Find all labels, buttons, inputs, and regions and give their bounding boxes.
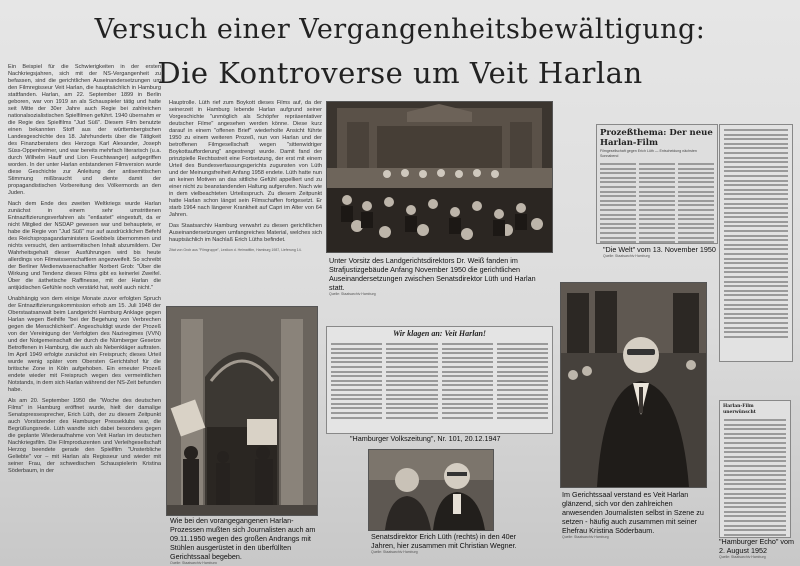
journalists-caption-source: Quelle: Staatsarchiv Hamburg [170, 561, 217, 564]
die-welt-subhead: Filmgesellschaft gegen Erich Lüth — Entscheidung nächsten Sonnabend [600, 149, 697, 158]
journalists-scene-image [167, 307, 317, 515]
luth-caption-source: Quelle: Staatsarchiv Hamburg [371, 550, 418, 554]
die-welt-caption [603, 245, 723, 265]
hamburger-echo-caption-text: "Hamburger Echo" vom 2. August 1952 [719, 537, 795, 555]
luth-wegner-scene-image [369, 450, 493, 530]
middle-paragraph-1: Hauptrolle. Lüth rief zum Boykott dieses Films auf, da der seinerzeit in Hamburg lebende Harlan aufgrund seiner Vorgeschichte "unmöglich als Schöpfer repräsentativer deutscher Filme" angesehen werden könne. Diese kurz darauf in einem "offenen Brief" wiederholte Ansicht führte 1950 zu einem weiteren Prozeß, nun von Harlan und der betroffenen Filmgesellschaft wegen "sittenwidriger Boykottaufforderung" angestrengt wurde. Damit fand der prinzipielle Rechtsstreit eine Fortsetzung, der erst mit einem Urteil des Bundesverfassungsgerichts zugunsten von Lüth und der Meinungsfreiheit Anfang 1958 endete. Lüth hatte nun an keinen Motiven an das sittliche Gefühl appelliert und zu einer nicht zu beanstandenden Haltung aufgerufen. Nach wie in dem vielbeachteten Urteilsspruch. Zu diesem Zeitpunkt hatte Harlan schon längst sein Filmschaffen fortgesetzt. Er starb 1964 nach längerer Krankheit auf Capri im Alter von 64 Jahren. [169, 100, 322, 218]
volkszeitung-caption: "Hamburger Volkszeitung", Nr. 101, 20.12.1947 [350, 434, 501, 443]
volkszeitung-headline: Wir klagen an: Veit Harlan! [392, 329, 487, 338]
title-line-1: Versuch einer Vergangenheitsbewältigung: [94, 14, 706, 45]
journalists-caption-text: Wie bei den vorangegangenen Harlan-Prozessen mußten sich Journalisten auch am 09.11.1950 wegen des großen Andrangs mit Stühlen ausgerüstet in den überfüllten Gerichtssaal begeben. [170, 516, 316, 561]
middle-text-column [169, 100, 322, 296]
paragraph-postwar: Nach dem Ende des zweiten Weltkriegs wurde Harlan zunächst in einem sehr umstrittenen Entnazifizierungsverfahren als "entlastet" eingestuft, da er nicht Mitglied der NSDAP gewesen war und behauptete, er habe die Regie von "Jud Süß" nur auf ausdrücklichen Befehl des Reichspropagandaministers Goebbels übernommen und nichts versucht, den antisemitischen Inhalt abzumildern. Der Wahrheitsgehalt dieser Ausführungen wird bis heute allerdings von Filmwissenschaftlern angezweifelt. So schreibt der Berliner Medienwissenschaftler Norbert Grob: "Über die Wirkung und Tendenz dieses Films gibt es keinerlei Zweifel. Über die ästhetische Raffinesse, mit der Harlan die antijüdischen Gefühle noch verstärkt hat, wohl auch nicht." [8, 201, 161, 291]
harlan-caption-source: Quelle: Staatsarchiv Hamburg [562, 535, 609, 539]
volkszeitung-body-text [327, 341, 552, 423]
luth-wegner-photo [368, 449, 494, 531]
middle-source: Zitat von Grob aus "Filmgruppe", Lexikon d. Heimatfilm, Hamburg 1987, Lieferung 14. [169, 248, 302, 252]
journalists-caption [170, 516, 320, 564]
harlan-scene-image [561, 283, 706, 487]
long-newspaper-clipping [719, 124, 793, 362]
hamburger-echo-caption [719, 537, 797, 565]
hamburger-echo-caption-source: Quelle: Staatsarchiv Hamburg [719, 555, 766, 559]
paragraph-trial: Unabhängig von dem einige Monate zuvor erfolgten Spruch der Entnazifizierungskommission erhob am 15. Juli 1948 der Oberstaatsanwalt beim Landgericht Hamburg Anklage gegen Harlan wegen Beihilfe "bei der Begehung von Verbrechen gegen die Menschlichkeit". Angeschuldigt wurde der Prozeß von der Vereinigung der Verfolgten des Naziregimes (VVN) und der Notgemeinschaft der durch die Nürnberger Gesetze Betroffenen in Hamburg, die auch als Nebenkläger auftraten. Im April 1949 erfolgte zunächst ein Freispruch; dieses Urteil wurde wenig später vom Obersten Gerichtshof für die britische Zone in Köln aufgehoben. Ein erneuter Prozeß endete wieder mit Freispruch wegen des vermeintlichen Notstands, in dem sich Harlan während der NS-Zeit befunden habe. [8, 296, 161, 393]
hamburger-echo-clipping [719, 400, 791, 538]
paragraph-boycott: Als am 20. September 1950 die "Woche des deutschen Films" in Hamburg eröffnet wurde, hielt der damalige Senatspressesprecher, Erich Lüth, der zu diesem Zeitpunkt auch Vorsitzender des Hamburger Presseklubs war, die Begrüßungsrede. Lüth wandte sich dabei besonders gegen die geplante Wiederaufnahme von Veit Harlan im deutschen Nachkriegsfilm. Die Filmproduzenten und Verleihgesellschaft Herzog beendete gerade den Spielfilm "Unsterbliche Geliebte" vor – mit Harlan als Regisseur und wieder mit seiner Frau, der schwedischen Schauspielerin Kristina Söderbaum, in der [8, 398, 161, 474]
middle-paragraph-2: Das Staatsarchiv Hamburg verwahrt zu diesen gerichtlichen Auseinandersetzungen umfangreiches Material, welches sich hauptsächlich im Nachlaß Erich Lüths befindet. [169, 223, 322, 243]
die-welt-clipping [596, 124, 718, 244]
die-welt-caption-source: Quelle: Staatsarchiv Hamburg [603, 254, 650, 258]
luth-caption [371, 532, 531, 564]
courtroom-caption [329, 256, 544, 302]
title-line-2: Die Kontroverse um Veit Harlan [157, 56, 643, 90]
die-welt-body-text [597, 160, 717, 244]
courtroom-photo [326, 101, 553, 253]
harlan-caption-text: Im Gerichtssaal verstand es Veit Harlan glänzend, sich vor den zahlreichen anwesenden Journalisten selbst in Szene zu setzen - häufig auch zusammen mit seiner Ehefrau Kristina Söderbaum. [562, 490, 704, 535]
die-welt-caption-text: "Die Welt" vom 13. November 1950 [603, 245, 716, 254]
harlan-courtroom-photo [560, 282, 707, 488]
die-welt-headline: Prozeßthema: Der neue Harlan-Film [600, 128, 713, 148]
courtroom-caption-text: Unter Vorsitz des Landgerichtsdirektors Dr. Weiß fanden im Strafjustizgebäude Anfang November 1950 die gerichtlichen Auseinandersetzungen zwischen Senatsdirektor Lüth und Harlan statt. [329, 256, 536, 292]
courtroom-scene-image [327, 102, 552, 252]
courtroom-caption-source: Quelle: Staatsarchiv Hamburg [329, 292, 376, 296]
harlan-caption [562, 490, 714, 546]
luth-caption-text: Senatsdirektor Erich Lüth (rechts) in den 40er Jahren, hier zusammen mit Christian Wegner. [371, 532, 517, 550]
hamburger-echo-headline: Harlan-Film unerwünscht [723, 404, 756, 415]
paragraph-intro: Ein Beispiel für die Schwierigkeiten in der ersten Nachkriegsjahren, sich mit der NS-Vergangenheit zu befassen, sind die gerichtlichen Auseinandersetzungen um den Filmregisseur Veit Harlan, die hauptsächlich in Hamburg stattfanden. Harlan, am 22. September 1899 in Berlin geboren, war von 1919 an als Schauspieler tätig und hatte seit Mitte der 30er Jahre auch Regie bei zahlreichen nationalsozialistischen Spielfilmen geführt. 1940 übernahm er die Regie des Spielfilms "Jud Süß". Diesem Film benutzte einen bekannten Stoff aus der württembergischen Landesgeschichte des 18. Jahrhunderts über die Tätigkeit des Finanzberaters des Herzogs Karl Alexander, Joseph Süss-Oppenheimer, und war bereits mehrfach literarisch (u.a. durch Wilhelm Hauff und Lion Feuchtwanger) aufgegriffen worden. In der unter Harlan entstandenen Filmversion wurde diese Geschichte zur Anleitung der antisemitischen Stimmung mißbraucht und diente damit der propagandistischen Vorbereitung des Völkermords an den Juden. [8, 64, 161, 196]
left-text-column [8, 64, 161, 562]
volkszeitung-clipping [326, 326, 553, 434]
journalists-chairs-photo [166, 306, 318, 516]
